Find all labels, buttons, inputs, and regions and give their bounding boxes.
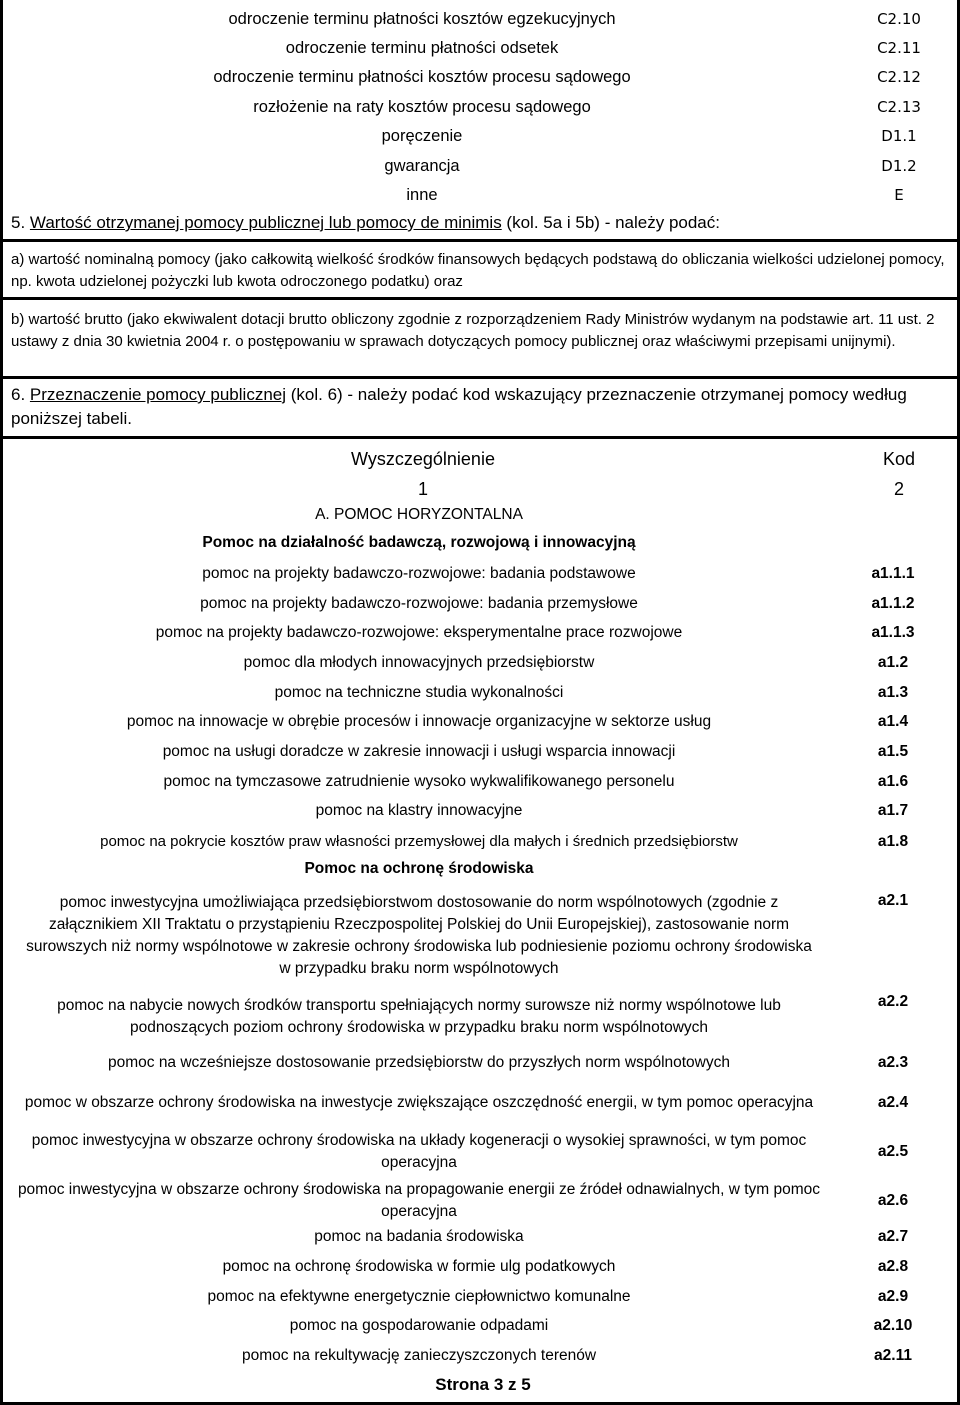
table-row xyxy=(3,1081,960,1125)
table-row xyxy=(3,995,960,1039)
section6-heading xyxy=(11,383,951,431)
table-col1-header: Wyszczególnienie xyxy=(351,449,495,469)
table-row xyxy=(3,593,960,615)
row-description: pomoc inwestycyjna w obszarze ochrony środowiska na układy kogeneracji o wysokiej sprawności, w tym pomoc operacyjna xyxy=(31,1132,807,1171)
row-description: pomoc na projekty badawczo-rozwojowe: eksperymentalne prace rozwojowe xyxy=(155,624,683,641)
code-label: inne xyxy=(406,186,438,204)
code-row xyxy=(3,122,960,150)
table-row xyxy=(3,800,960,822)
table-row xyxy=(3,771,960,793)
section6-title-link[interactable]: Przeznaczenie pomocy publicznej xyxy=(29,385,287,404)
row-code: a2.5 xyxy=(877,1143,909,1160)
group-title-environment: Pomoc na ochronę środowiska xyxy=(304,860,534,877)
table-row xyxy=(3,563,960,585)
table-col2-header: Kod xyxy=(882,449,916,469)
table-row xyxy=(3,1345,960,1367)
row-code: a1.7 xyxy=(877,802,909,819)
page-number-footer: Strona 3 z 5 xyxy=(435,1375,531,1394)
row-description: pomoc na projekty badawczo-rozwojowe: badania przemysłowe xyxy=(200,595,638,612)
row-description: pomoc na nabycie nowych środków transportu spełniających normy surowsze niż normy wspólnotowe lub podnoszących poziom ochrony środowiska w przypadku braku norm wspólnotowych xyxy=(57,997,781,1036)
row-description: pomoc na ochronę środowiska w formie ulg podatkowych xyxy=(222,1258,616,1275)
table-row xyxy=(3,682,960,704)
code-label: odroczenie terminu płatności odsetek xyxy=(285,39,559,57)
separator xyxy=(3,436,960,439)
row-description: pomoc na techniczne studia wykonalności xyxy=(274,684,564,701)
code-row xyxy=(3,181,960,209)
row-description: pomoc inwestycyjna w obszarze ochrony środowiska na propagowanie energii ze źródeł odnawialnych, w tym pomoc operacyjna xyxy=(17,1181,821,1220)
code-row xyxy=(3,5,960,33)
section5-item-a: a) wartość nominalną pomocy (jako całkowitą wielkość środków finansowych będących podstawą do obliczania wielkości udzielonej pomocy, np. kwota udzielonej pożyczki lub kwota odroczonego podatku) oraz xyxy=(11,251,945,290)
row-code: a1.1.1 xyxy=(871,565,915,582)
code-value: D1.2 xyxy=(881,157,917,175)
table-row xyxy=(3,1286,960,1308)
section5-number: 5. xyxy=(11,213,26,232)
table-row xyxy=(3,831,960,853)
row-code: a2.4 xyxy=(877,1094,909,1111)
row-code: a1.2 xyxy=(877,654,909,671)
row-code: a2.10 xyxy=(873,1317,913,1334)
separator xyxy=(3,376,960,379)
row-code: a1.1.3 xyxy=(871,624,915,641)
code-value: C2.11 xyxy=(877,39,921,57)
row-code: a1.4 xyxy=(877,713,909,730)
code-label: gwarancja xyxy=(384,157,460,175)
row-code: a1.3 xyxy=(877,684,909,701)
table-row xyxy=(3,711,960,733)
code-row xyxy=(3,93,960,121)
row-code: a1.8 xyxy=(877,833,909,850)
row-code: a2.2 xyxy=(877,993,909,1010)
table-row xyxy=(3,1226,960,1248)
separator xyxy=(3,239,960,242)
row-description: pomoc na gospodarowanie odpadami xyxy=(289,1317,549,1334)
code-label: rozłożenie na raty kosztów procesu sądowego xyxy=(253,98,591,116)
table-row xyxy=(3,1179,960,1223)
row-description: pomoc dla młodych innowacyjnych przedsiębiorstw xyxy=(243,654,595,671)
code-label: odroczenie terminu płatności kosztów egzekucyjnych xyxy=(228,10,616,28)
table-row xyxy=(3,1052,960,1074)
table-row xyxy=(3,1315,960,1337)
row-code: a1.5 xyxy=(877,743,909,760)
table-row xyxy=(3,652,960,674)
code-row xyxy=(3,63,960,91)
row-code: a2.1 xyxy=(877,892,909,909)
row-description: pomoc na tymczasowe zatrudnienie wysoko wykwalifikowanego personelu xyxy=(163,773,675,790)
row-code: a2.3 xyxy=(877,1054,909,1071)
row-description: pomoc na usługi doradcze w zakresie innowacji i usługi wsparcia innowacji xyxy=(162,743,676,760)
code-value: C2.13 xyxy=(877,98,921,116)
row-code: a1.6 xyxy=(877,773,909,790)
table-col2-number: 2 xyxy=(893,479,904,499)
section5-title-rest: (kol. 5a i 5b) - należy podać: xyxy=(501,213,720,232)
table-row xyxy=(3,892,960,980)
row-description: pomoc na badania środowiska xyxy=(314,1228,524,1245)
table-row xyxy=(3,1256,960,1278)
row-description: pomoc na projekty badawczo-rozwojowe: badania podstawowe xyxy=(202,565,636,582)
section6-title-rest: (kol. 6) - należy podać kod wskazujący przeznaczenie otrzymanej pomocy według poniższej tabeli. xyxy=(11,385,907,428)
table-row xyxy=(3,622,960,644)
row-description: pomoc na wcześniejsze dostosowanie przedsiębiorstw do przyszłych norm wspólnotowych xyxy=(107,1054,730,1071)
code-row xyxy=(3,152,960,180)
row-description: pomoc na efektywne energetycznie ciepłownictwo komunalne xyxy=(207,1288,631,1305)
row-code: a2.9 xyxy=(877,1288,909,1305)
table-row xyxy=(3,1130,960,1174)
row-description: pomoc inwestycyjna umożliwiająca przedsiębiorstwom dostosowanie do norm wspólnotowych (zgodnie z załącznikiem XII Traktatu o przystąpieniu Rzeczpospolitej Polskiej do Unii Europejskiej), zastosowanie norm surowszych niż normy wspólnotowe w zakresie ochrony środowiska lub podniesienie poziomu ochrony środowiska w przypadku braku norm wspólnotowych xyxy=(26,894,812,977)
row-code: a2.6 xyxy=(877,1192,909,1209)
separator xyxy=(3,297,960,300)
section6-number: 6. xyxy=(11,385,26,404)
table-row xyxy=(3,741,960,763)
row-code: a1.1.2 xyxy=(871,595,915,612)
code-value: E xyxy=(894,186,904,204)
row-description: pomoc w obszarze ochrony środowiska na inwestycje zwiększające oszczędność energii, w tym pomoc operacyjna xyxy=(24,1094,814,1111)
code-label: odroczenie terminu płatności kosztów procesu sądowego xyxy=(213,68,631,86)
section5-item-b: b) wartość brutto (jako ekwiwalent dotacji brutto obliczony zgodnie z rozporządzeniem Rady Ministrów wydanym na podstawie art. 11 ust. 2 ustawy z dnia 30 kwietnia 2004 r. o postępowaniu w sprawach dotyczących pomocy publicznej oraz właściwymi przepisami unijnymi). xyxy=(11,311,935,350)
row-code: a2.8 xyxy=(877,1258,909,1275)
row-description: pomoc na pokrycie kosztów praw własności przemysłowej dla małych i średnich przedsiębiorstw xyxy=(100,833,738,850)
row-code: a2.7 xyxy=(877,1228,909,1245)
code-value: C2.10 xyxy=(877,10,921,28)
row-description: pomoc na rekultywację zanieczyszczonych terenów xyxy=(241,1347,597,1364)
code-row xyxy=(3,34,960,62)
section-a-title: A. POMOC HORYZONTALNA xyxy=(315,506,523,523)
code-value: C2.12 xyxy=(877,68,921,86)
code-label: poręczenie xyxy=(381,127,463,145)
table-col1-number: 1 xyxy=(417,479,428,499)
section5-heading xyxy=(11,211,951,235)
row-code: a2.11 xyxy=(874,1347,912,1364)
group-title-research: Pomoc na działalność badawczą, rozwojową i innowacyjną xyxy=(202,534,636,551)
row-description: pomoc na innowacje w obrębie procesów i innowacje organizacyjne w sektorze usług xyxy=(126,713,712,730)
section5-title-link[interactable]: Wartość otrzymanej pomocy publicznej lub pomocy de minimis xyxy=(29,213,502,232)
code-value: D1.1 xyxy=(881,127,917,145)
row-description: pomoc na klastry innowacyjne xyxy=(315,802,523,819)
